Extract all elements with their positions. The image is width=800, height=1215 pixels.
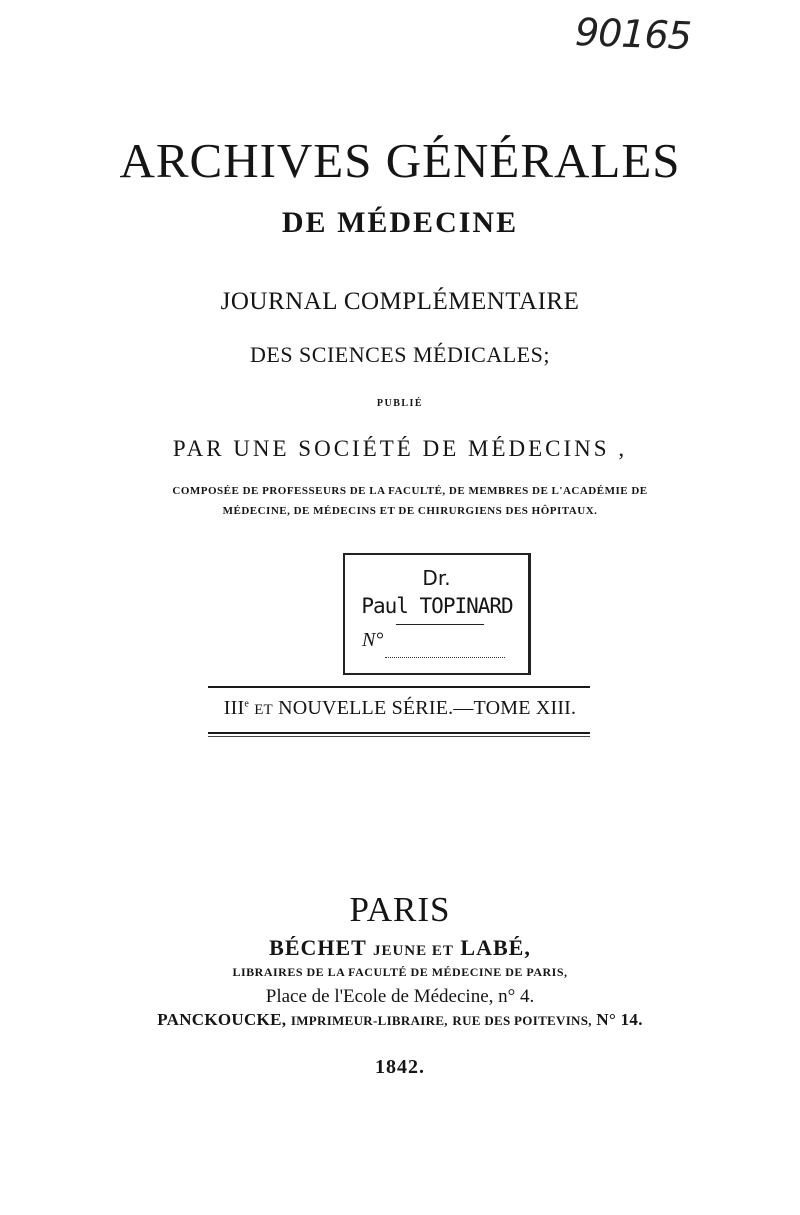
- journal-subtitle: DE MÉDECINE: [281, 206, 519, 239]
- printer-address: RUE DES POITEVINS,: [452, 1013, 592, 1028]
- publisher-line: [0, 935, 800, 961]
- handwritten-shelfmark: 90165: [574, 9, 692, 59]
- publisher-mid: JEUNE ET: [372, 943, 454, 959]
- sciences-line: DES SCIENCES MÉDICALES;: [250, 342, 550, 367]
- journal-line: JOURNAL COMPLÉMENTAIRE: [220, 288, 580, 315]
- publisher-a: BÉCHET: [269, 935, 367, 960]
- divider-top: [208, 686, 590, 688]
- composition-line-2: MÉDECINE, DE MÉDECINS ET DE CHIRURGIENS DES HÔPITAUX.: [222, 505, 598, 517]
- libraires-line: LIBRAIRES DE LA FACULTÉ DE MÉDECINE DE PARIS,: [232, 965, 568, 979]
- divider-bottom-thin: [208, 736, 590, 737]
- stamp-number-label: N°: [362, 629, 384, 651]
- series-et: ET: [254, 702, 273, 718]
- societe-line: PAR UNE SOCIÉTÉ DE MÉDECINS ,: [172, 436, 628, 461]
- publication-year: 1842.: [375, 1056, 425, 1078]
- composition-line-1: COMPOSÉE DE PROFESSEURS DE LA FACULTÉ, DE MEMBRES DE L'ACADÉMIE DE: [172, 485, 648, 497]
- stamp-title: Dr.: [422, 566, 451, 590]
- publisher-b: LABÉ,: [460, 935, 531, 960]
- stamp-number-dotted-line: [385, 657, 505, 658]
- address-line: Place de l'Ecole de Médecine, n° 4.: [265, 986, 535, 1007]
- composition-note: [150, 481, 670, 521]
- printer-role: IMPRIMEUR-LIBRAIRE,: [290, 1013, 448, 1028]
- series-roman: III: [223, 697, 245, 719]
- journal-title: ARCHIVES GÉNÉRALES: [119, 133, 681, 188]
- series-rest: NOUVELLE SÉRIE.—TOME XIII.: [278, 697, 577, 719]
- stamp-underline: [396, 624, 484, 625]
- printer-name: PANCKOUCKE,: [157, 1010, 287, 1029]
- printer-line: [0, 1010, 800, 1030]
- stamp-owner-name: Paul TOPINARD: [361, 594, 513, 618]
- series-line: [0, 697, 800, 720]
- divider-bottom: [208, 732, 590, 734]
- imprint-city: PARIS: [349, 890, 451, 929]
- publie-label: PUBLIÉ: [376, 398, 424, 409]
- series-superscript: e: [244, 698, 249, 710]
- printer-number: N° 14.: [596, 1010, 643, 1029]
